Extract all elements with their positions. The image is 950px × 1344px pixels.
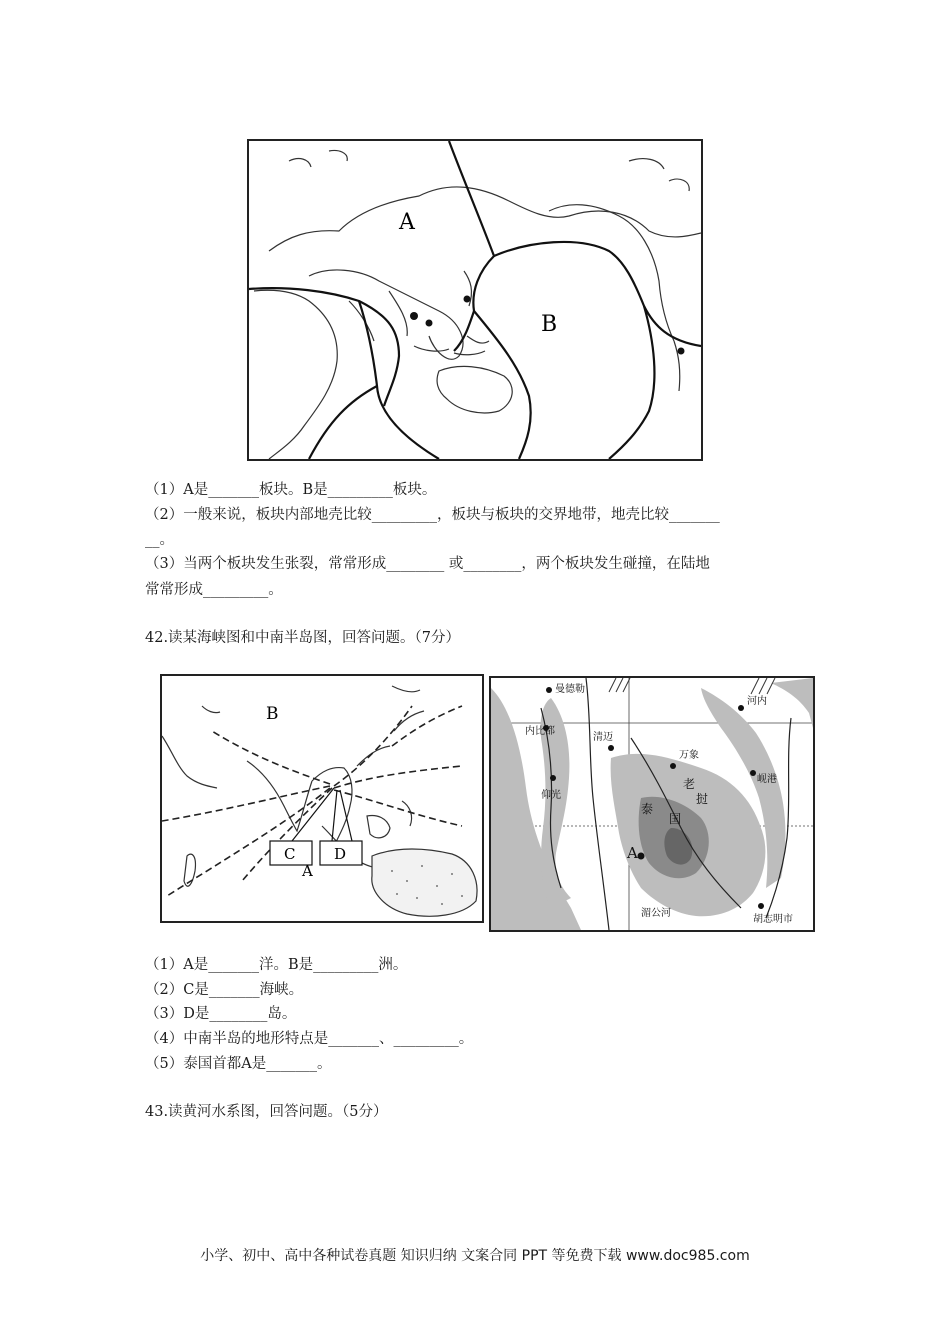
plate-b-label: B bbox=[541, 312, 558, 337]
plate-map bbox=[247, 139, 703, 461]
q42-line2: （2）C是_______海峡。 bbox=[145, 982, 304, 998]
strait-map bbox=[160, 674, 484, 923]
indochina-map bbox=[489, 676, 815, 932]
city-yangon: 仰光 bbox=[541, 790, 561, 801]
strait-a-label: A bbox=[302, 862, 313, 880]
page-footer: 小学、初中、高中各种试卷真题 知识归纳 文案合同 PPT 等免费下载 www.doc985.com bbox=[200, 1248, 750, 1264]
plate-map-svg bbox=[249, 141, 701, 459]
plate-a-label: A bbox=[399, 210, 415, 235]
city-danang: 岘港 bbox=[757, 774, 777, 785]
q43-title: 43.读黄河水系图，回答问题。（5分） bbox=[145, 1104, 388, 1120]
label-lao-2: 挝 bbox=[696, 792, 709, 806]
city-hochiminh: 胡志明市 bbox=[753, 914, 793, 925]
q41-line3b: 常常形成_________。 bbox=[145, 582, 283, 598]
q41-line2b: __。 bbox=[145, 532, 174, 548]
city-naypyidaw: 内比都 bbox=[525, 726, 555, 737]
bangkok-a-label: A bbox=[627, 844, 638, 862]
strait-c-label: C bbox=[284, 845, 296, 863]
q42-line5: （5）泰国首都A是_______。 bbox=[145, 1056, 332, 1072]
q41-line1: （1）A是_______板块。B是_________板块。 bbox=[145, 482, 437, 498]
city-mandalay: 曼德勒 bbox=[555, 684, 585, 695]
strait-d-label: D bbox=[334, 845, 347, 863]
strait-map-svg bbox=[162, 676, 482, 921]
river-mekong: 湄公河 bbox=[641, 908, 671, 919]
strait-b-label: B bbox=[266, 704, 279, 724]
city-chiangmai: 清迈 bbox=[593, 732, 613, 743]
q42-line1: （1）A是_______洋。B是_________洲。 bbox=[145, 957, 408, 973]
q41-line2: （2）一般来说，板块内部地壳比较_________，板块与板块的交界地带，地壳比较_______ bbox=[145, 507, 720, 523]
q41-line3: （3）当两个板块发生张裂，常常形成________ 或________，两个板块发生碰撞，在陆地 bbox=[145, 556, 710, 572]
label-thai-2: 国 bbox=[669, 812, 682, 826]
q42-line3: （3）D是________岛。 bbox=[145, 1006, 297, 1022]
q42-title: 42.读某海峡图和中南半岛图，回答问题。（7分） bbox=[145, 630, 461, 646]
city-hanoi: 河内 bbox=[747, 696, 767, 707]
label-thai-1: 泰 bbox=[641, 802, 654, 816]
q42-line4: （4）中南半岛的地形特点是_______、_________。 bbox=[145, 1031, 474, 1047]
indochina-map-svg bbox=[491, 678, 813, 930]
label-lao-1: 老 bbox=[683, 777, 696, 791]
city-vientiane: 万象 bbox=[679, 750, 699, 761]
